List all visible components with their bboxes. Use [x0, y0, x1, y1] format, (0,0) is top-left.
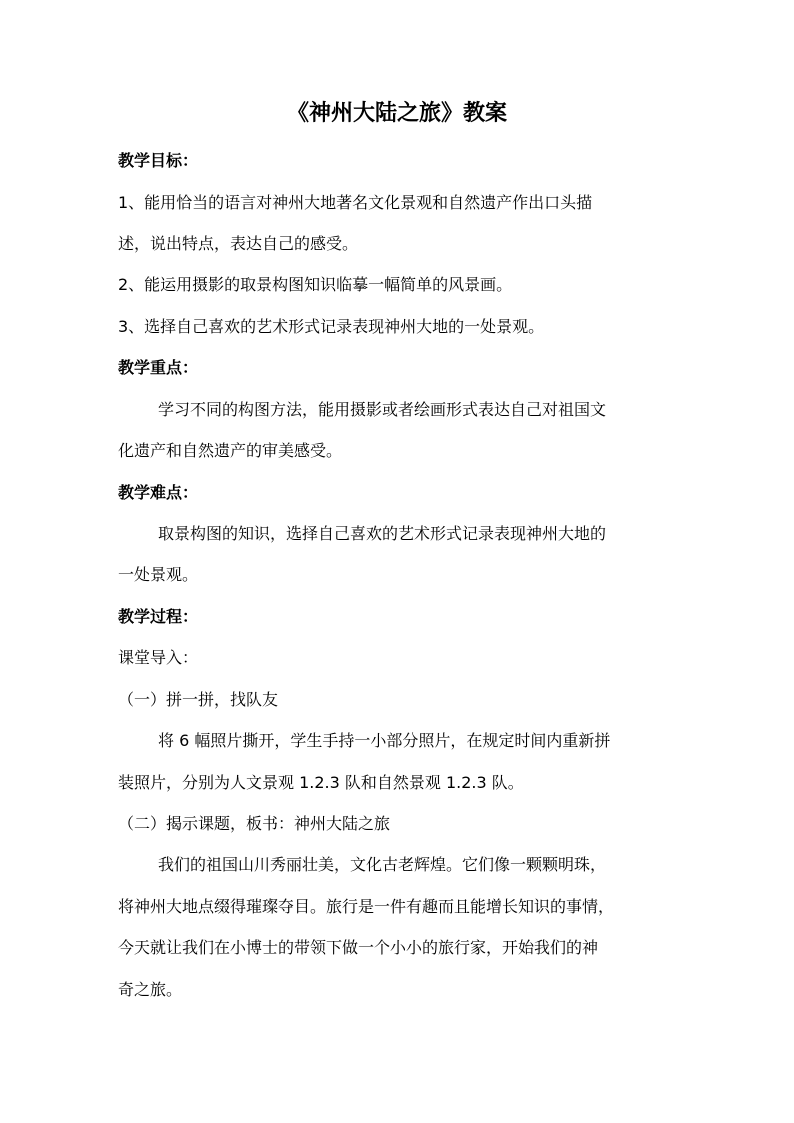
step-2-heading: （二）揭示课题，板书：神州大陆之旅: [118, 814, 391, 833]
goal-2: 2、能运用摄影的取景构图知识临摹一幅简单的风景画。: [118, 275, 513, 294]
intro-label: 课堂导入：: [118, 648, 199, 667]
goal-1-line-1: 1、能用恰当的语言对神州大地著名文化景观和自然遗产作出口头描: [118, 193, 593, 212]
goal-3: 3、选择自己喜欢的艺术形式记录表现神州大地的一处景观。: [118, 317, 545, 336]
difficulty-line-1: 取景构图的知识，选择自己喜欢的艺术形式记录表现神州大地的: [158, 524, 607, 543]
goal-1-line-2: 述，说出特点，表达自己的感受。: [118, 234, 359, 253]
step-1-line-2: 装照片，分别为人文景观 1.2.3 队和自然景观 1.2.3 队。: [118, 773, 524, 792]
process-heading: 教学过程：: [118, 607, 199, 626]
step-1-heading: （一）拼一拼，找队友: [118, 690, 279, 709]
goals-heading: 教学目标：: [118, 151, 199, 170]
step-2-line-4: 奇之旅。: [118, 980, 183, 999]
key-points-heading: 教学重点：: [118, 358, 199, 377]
step-2-line-2: 将神州大地点缀得璀璨夺目。旅行是一件有趣而且能增长知识的事情，: [118, 897, 615, 916]
page-title: 《神州大陆之旅》教案: [286, 101, 507, 126]
key-points-line-1: 学习不同的构图方法，能用摄影或者绘画形式表达自己对祖国文: [158, 400, 607, 419]
step-2-line-1: 我们的祖国山川秀丽壮美，文化古老辉煌。它们像一颗颗明珠，: [158, 855, 607, 874]
step-2-line-3: 今天就让我们在小博士的带领下做一个小小的旅行家，开始我们的神: [118, 938, 599, 957]
key-points-line-2: 化遗产和自然遗产的审美感受。: [118, 441, 343, 460]
difficulty-heading: 教学难点：: [118, 483, 199, 502]
difficulty-line-2: 一处景观。: [118, 565, 199, 584]
step-1-line-1: 将 6 幅照片撕开，学生手持一小部分照片，在规定时间内重新拼: [158, 731, 611, 750]
